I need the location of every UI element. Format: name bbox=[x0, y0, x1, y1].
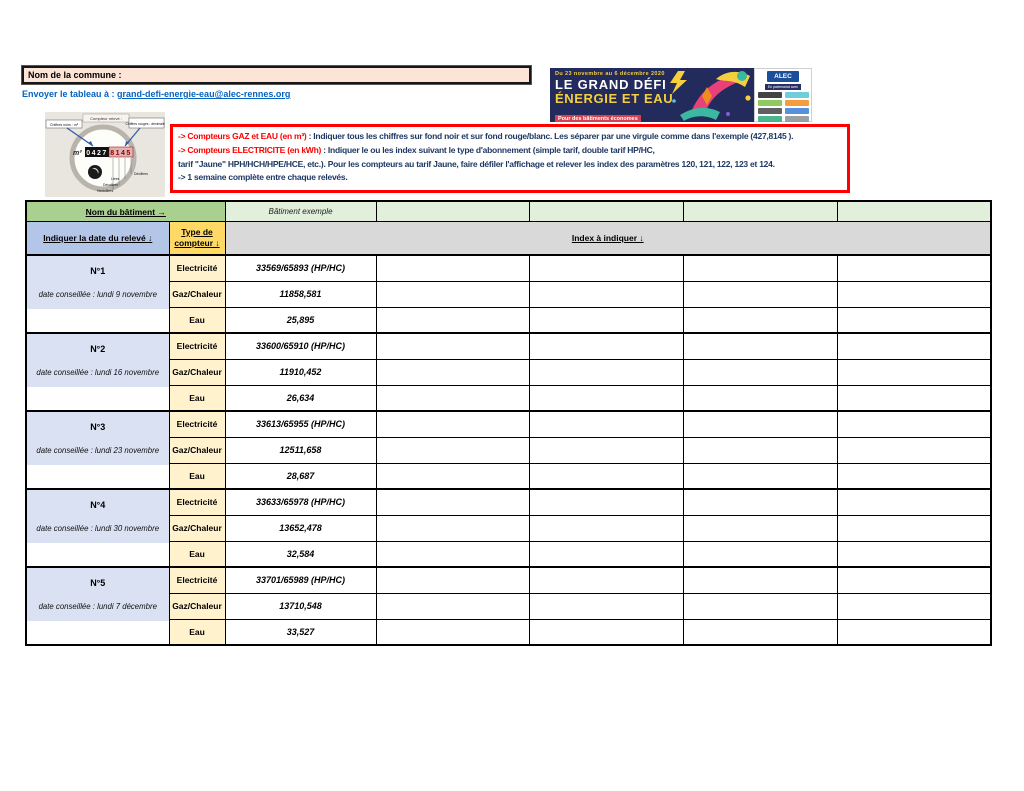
building-number: N°5 bbox=[90, 577, 106, 588]
index-cell[interactable] bbox=[683, 359, 837, 385]
index-cell[interactable] bbox=[683, 437, 837, 463]
index-cell[interactable] bbox=[376, 463, 529, 489]
example-value: 26,634 bbox=[225, 385, 376, 411]
email-link[interactable]: grand-defi-energie-eau@alec-rennes.org bbox=[117, 89, 291, 99]
building-name-cell[interactable] bbox=[683, 201, 837, 222]
campaign-banner bbox=[550, 68, 812, 122]
index-cell[interactable] bbox=[376, 385, 529, 411]
banner-tagline-1: Pour des bâtiments économes bbox=[555, 115, 641, 122]
index-cell[interactable] bbox=[837, 489, 991, 515]
meter-knob bbox=[88, 165, 102, 179]
index-cell[interactable] bbox=[529, 437, 683, 463]
building-group-4 bbox=[26, 489, 991, 567]
index-cell[interactable] bbox=[837, 567, 991, 593]
alec-logo: ALEC bbox=[767, 71, 799, 82]
header-building-name: Nom du bâtiment → bbox=[26, 201, 225, 222]
index-cell[interactable] bbox=[376, 437, 529, 463]
meter-type-water: Eau bbox=[169, 385, 225, 411]
date-spacer bbox=[27, 387, 169, 410]
date-spacer bbox=[27, 465, 169, 488]
meter-type-water: Eau bbox=[169, 463, 225, 489]
svg-text:Chiffres noirs : m³: Chiffres noirs : m³ bbox=[49, 123, 79, 127]
date-cell bbox=[26, 567, 169, 645]
index-cell[interactable] bbox=[683, 463, 837, 489]
index-cell[interactable] bbox=[837, 333, 991, 359]
index-cell[interactable] bbox=[837, 437, 991, 463]
partner-logo-icon bbox=[758, 92, 782, 98]
banner-taglines bbox=[555, 107, 754, 122]
example-value: 11858,581 bbox=[225, 281, 376, 307]
meter-type-gas: Gaz/Chaleur bbox=[169, 281, 225, 307]
meter-type-electricity: Electricité bbox=[169, 333, 225, 359]
commune-name-label: Nom de la commune : bbox=[28, 70, 122, 80]
meter-type-gas: Gaz/Chaleur bbox=[169, 359, 225, 385]
example-value: 33633/65978 (HP/HC) bbox=[225, 489, 376, 515]
index-cell[interactable] bbox=[837, 411, 991, 437]
index-cell[interactable] bbox=[683, 281, 837, 307]
advised-date: date conseillée : lundi 23 novembre bbox=[36, 445, 160, 455]
index-cell[interactable] bbox=[837, 307, 991, 333]
index-cell[interactable] bbox=[683, 567, 837, 593]
example-value: 12511,658 bbox=[225, 437, 376, 463]
index-cell[interactable] bbox=[376, 411, 529, 437]
example-value: 11910,452 bbox=[225, 359, 376, 385]
meter-type-electricity: Electricité bbox=[169, 255, 225, 281]
building-group-1 bbox=[26, 255, 991, 333]
index-cell[interactable] bbox=[837, 255, 991, 281]
meter-type-water: Eau bbox=[169, 619, 225, 645]
index-cell[interactable] bbox=[837, 515, 991, 541]
instructions-box bbox=[170, 124, 850, 193]
index-cell[interactable] bbox=[376, 619, 529, 645]
date-cell bbox=[26, 255, 169, 333]
banner-partner-logos bbox=[754, 68, 812, 122]
instruction-line-1-rest: : Indiquer tous les chiffres sur fond noir et sur fond rouge/blanc. Les séparer par une virgule comme dans l'exemple (427,8145 ). bbox=[306, 131, 794, 141]
index-cell[interactable] bbox=[529, 307, 683, 333]
building-number: N°1 bbox=[90, 265, 106, 276]
partners-label: En partenariat avec bbox=[765, 84, 801, 90]
instruction-line-3: tarif "Jaune" HPH/HCH/HPE/HCE, etc.). Pour les compteurs au tarif Jaune, faire défiler l'affichage et relever les index des paramètres 120, 121, 122, 123 et 124. bbox=[178, 158, 775, 169]
index-cell[interactable] bbox=[376, 489, 529, 515]
meter-type-water: Eau bbox=[169, 307, 225, 333]
example-value: 33,527 bbox=[225, 619, 376, 645]
index-cell[interactable] bbox=[837, 385, 991, 411]
index-cell[interactable] bbox=[683, 411, 837, 437]
svg-text:0427: 0427 bbox=[86, 150, 108, 157]
index-cell[interactable] bbox=[683, 385, 837, 411]
example-value: 25,895 bbox=[225, 307, 376, 333]
example-value: 33701/65989 (HP/HC) bbox=[225, 567, 376, 593]
partner-logo-icon bbox=[785, 116, 809, 122]
partner-logo-icon bbox=[785, 100, 809, 106]
index-cell[interactable] bbox=[683, 515, 837, 541]
index-cell[interactable] bbox=[529, 463, 683, 489]
example-value: 33569/65893 (HP/HC) bbox=[225, 255, 376, 281]
readings-table bbox=[25, 200, 992, 646]
index-cell[interactable] bbox=[376, 593, 529, 619]
index-cell[interactable] bbox=[376, 307, 529, 333]
svg-text:Chiffres rouges : décimales: Chiffres rouges : décimales bbox=[125, 122, 165, 126]
svg-text:Hectolitres: Hectolitres bbox=[97, 189, 114, 193]
index-cell[interactable] bbox=[529, 359, 683, 385]
meter-example-figure bbox=[45, 112, 165, 197]
building-group-2 bbox=[26, 333, 991, 411]
header-date: Indiquer la date du relevé ↓ bbox=[26, 222, 169, 256]
date-cell bbox=[26, 333, 169, 411]
advised-date: date conseillée : lundi 7 décembre bbox=[38, 601, 157, 611]
banner-main bbox=[550, 68, 754, 122]
meter-black-digits bbox=[85, 147, 109, 157]
index-cell[interactable] bbox=[683, 541, 837, 567]
svg-text:Décilitres: Décilitres bbox=[134, 172, 148, 176]
date-spacer bbox=[27, 543, 169, 566]
index-cell[interactable] bbox=[376, 255, 529, 281]
example-value: 33613/65955 (HP/HC) bbox=[225, 411, 376, 437]
meter-type-gas: Gaz/Chaleur bbox=[169, 515, 225, 541]
index-cell[interactable] bbox=[683, 255, 837, 281]
meter-caption: Compteur relevé : bbox=[90, 116, 122, 121]
building-number: N°3 bbox=[90, 421, 106, 432]
index-cell[interactable] bbox=[376, 281, 529, 307]
index-cell[interactable] bbox=[529, 281, 683, 307]
partner-logo-icon bbox=[785, 108, 809, 114]
index-cell[interactable] bbox=[683, 307, 837, 333]
instruction-line-1 bbox=[178, 130, 842, 144]
meter-unit: m³ bbox=[73, 150, 82, 157]
header-row-labels bbox=[26, 222, 991, 256]
instruction-line-1-head: -> Compteurs GAZ et EAU (en m³) bbox=[178, 131, 307, 141]
instruction-line-2-head: -> Compteurs ELECTRICITE (en kWh) bbox=[178, 144, 322, 155]
index-cell[interactable] bbox=[683, 333, 837, 359]
send-instruction bbox=[22, 89, 290, 99]
building-name-cell[interactable] bbox=[376, 201, 529, 222]
banner-dates: Du 23 novembre au 6 décembre 2020 bbox=[555, 71, 665, 77]
index-cell[interactable] bbox=[529, 411, 683, 437]
index-cell[interactable] bbox=[529, 385, 683, 411]
example-value: 13652,478 bbox=[225, 515, 376, 541]
building-number: N°2 bbox=[90, 343, 106, 354]
meter-type-electricity: Electricité bbox=[169, 567, 225, 593]
date-spacer bbox=[27, 621, 169, 644]
index-cell[interactable] bbox=[529, 489, 683, 515]
header-row-building bbox=[26, 201, 991, 222]
meter-dial bbox=[72, 127, 134, 189]
partner-logo-icon bbox=[758, 108, 782, 114]
index-cell[interactable] bbox=[376, 515, 529, 541]
index-cell[interactable] bbox=[837, 359, 991, 385]
partner-logo-icon bbox=[758, 100, 782, 106]
readings-table-wrapper bbox=[25, 200, 992, 646]
example-value: 33600/65910 (HP/HC) bbox=[225, 333, 376, 359]
meter-illustration bbox=[45, 112, 165, 197]
index-cell[interactable] bbox=[529, 619, 683, 645]
index-cell[interactable] bbox=[683, 489, 837, 515]
index-cell[interactable] bbox=[376, 541, 529, 567]
index-cell[interactable] bbox=[683, 619, 837, 645]
index-cell[interactable] bbox=[837, 463, 991, 489]
send-instruction-prefix: Envoyer le tableau à : bbox=[22, 89, 118, 99]
index-cell[interactable] bbox=[837, 281, 991, 307]
partner-logo-icon bbox=[785, 92, 809, 98]
building-name-cell[interactable] bbox=[529, 201, 683, 222]
building-group-3 bbox=[26, 411, 991, 489]
example-value: 28,687 bbox=[225, 463, 376, 489]
meter-type-gas: Gaz/Chaleur bbox=[169, 593, 225, 619]
index-cell[interactable] bbox=[529, 515, 683, 541]
svg-text:8145: 8145 bbox=[110, 150, 132, 157]
advised-date: date conseillée : lundi 30 novembre bbox=[36, 523, 160, 533]
index-cell[interactable] bbox=[683, 593, 837, 619]
index-cell[interactable] bbox=[837, 619, 991, 645]
advised-date: date conseillée : lundi 9 novembre bbox=[38, 289, 157, 299]
header-index: Index à indiquer ↓ bbox=[225, 222, 991, 256]
commune-name-input[interactable] bbox=[22, 66, 531, 84]
banner-title-line1: LE GRAND DÉFI bbox=[555, 77, 667, 92]
index-cell[interactable] bbox=[529, 567, 683, 593]
meter-type-water: Eau bbox=[169, 541, 225, 567]
building-group-5 bbox=[26, 567, 991, 645]
partner-logo-icon bbox=[758, 116, 782, 122]
instruction-line-2 bbox=[178, 144, 842, 158]
example-value: 32,584 bbox=[225, 541, 376, 567]
meter-type-gas: Gaz/Chaleur bbox=[169, 437, 225, 463]
advised-date: date conseillée : lundi 16 novembre bbox=[36, 367, 160, 377]
building-name-cell[interactable] bbox=[837, 201, 991, 222]
meter-type-electricity: Electricité bbox=[169, 489, 225, 515]
banner-title-line2: ÉNERGIE ET EAU bbox=[555, 91, 674, 106]
instruction-line-2-rest: : Indiquer le ou les index suivant le type d'abonnement (simple tarif, double tarif HP/HC, bbox=[321, 144, 655, 155]
index-cell[interactable] bbox=[529, 593, 683, 619]
header-meter-type: Type de compteur ↓ bbox=[169, 222, 225, 256]
date-spacer bbox=[27, 309, 169, 332]
meter-red-digits bbox=[109, 147, 133, 157]
svg-text:Litres: Litres bbox=[111, 177, 120, 181]
date-cell bbox=[26, 489, 169, 567]
index-cell[interactable] bbox=[376, 359, 529, 385]
example-value: 13710,548 bbox=[225, 593, 376, 619]
index-cell[interactable] bbox=[837, 593, 991, 619]
index-cell[interactable] bbox=[529, 541, 683, 567]
index-cell[interactable] bbox=[529, 255, 683, 281]
header-building-example: Bâtiment exemple bbox=[225, 201, 376, 222]
meter-type-electricity: Electricité bbox=[169, 411, 225, 437]
index-cell[interactable] bbox=[529, 333, 683, 359]
svg-text:Décalitres: Décalitres bbox=[103, 183, 119, 187]
index-cell[interactable] bbox=[376, 567, 529, 593]
building-number: N°4 bbox=[90, 499, 106, 510]
partner-logo-grid bbox=[758, 92, 809, 122]
date-cell bbox=[26, 411, 169, 489]
index-cell[interactable] bbox=[376, 333, 529, 359]
index-cell[interactable] bbox=[837, 541, 991, 567]
instruction-line-4: -> 1 semaine complète entre chaque relevés. bbox=[178, 172, 348, 183]
